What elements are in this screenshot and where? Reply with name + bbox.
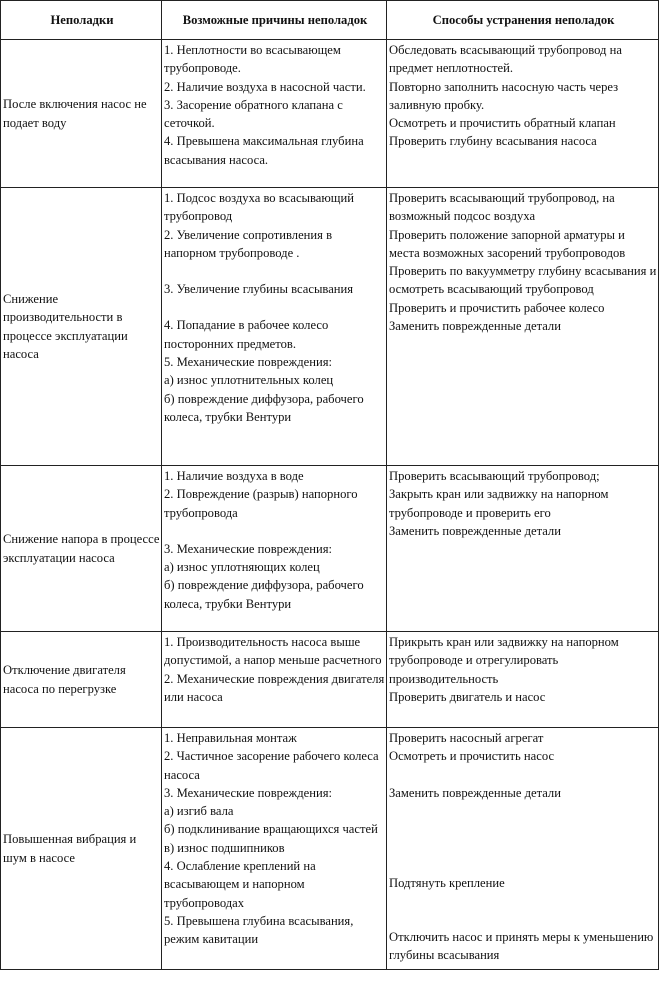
cause-item: 2. Механические повреждения двигателя или насоса [164,671,385,704]
remedy-item: Осмотреть и прочистить насос [389,749,555,764]
cause-item: 2. Частичное засорение рабочего колеса насоса [164,749,379,782]
causes-cell [162,728,387,970]
remedy-item: Проверить насосный агрегат [389,731,544,745]
remedy-item: Заменить поврежденные детали [389,319,561,334]
remedy-item: Проверить положение запорной арматуры и места возможных засорений трубопроводов [389,227,626,260]
cause-item: 5. Механические повреждения: [164,355,333,370]
cause-item: 3. Механические повреждения: [164,785,333,800]
causes-cell [162,40,387,188]
cause-item: 1. Производительность насоса выше допустимой, а напор меньше расчетного [164,635,382,668]
remedy-item: Обследовать всасывающий трубопровод на предмет неплотностей. [389,43,622,76]
causes-cell [162,188,387,466]
remedy-item: Повторно заполнить насосную часть через заливную пробку. [389,79,619,112]
remedy-item: Проверить глубину всасывания насоса [389,134,597,149]
table-row [1,188,659,466]
problem-cell: Снижение производительности в процессе эксплуатации насоса [1,188,162,466]
cause-item: а) износ уплотнительных колец [164,373,334,388]
spacer [389,892,658,910]
remedy-item: Отключить насос и принять меры к уменьшению глубины всасывания [389,930,654,963]
cause-item: 1. Наличие воздуха в воде [164,469,304,483]
remedy-item: Прикрыть кран или задвижку на напорном трубопроводе и отрегулировать производительность [389,635,619,686]
cause-item: б) подклинивание вращающихся частей [164,822,378,837]
remedy-item: Проверить всасывающий трубопровод; [389,469,600,483]
cause-item: а) изгиб вала [164,804,234,819]
spacer [389,820,658,838]
cause-item: б) повреждение диффузора, рабочего колеса, трубки Вентури [164,578,364,611]
cause-item: б) повреждение диффузора, рабочего колеса, трубки Вентури [164,391,364,424]
problem-cell: После включения насос не подает воду [1,40,162,188]
remedies-cell [387,40,659,188]
spacer [389,910,658,928]
header-problems: Неполадки [1,1,162,40]
problem-cell: Снижение напора в процессе эксплуатации насоса [1,466,162,632]
spacer [389,856,658,874]
cause-item: а) износ уплотняющих колец [164,560,320,575]
cause-item: 3. Увеличение глубины всасывания [164,282,354,297]
remedies-cell [387,188,659,466]
remedy-item: Заменить поврежденные детали [389,523,561,538]
causes-cell [162,466,387,632]
remedy-item: Закрыть кран или задвижку на напорном трубопроводе и проверить его [389,487,609,520]
spacer [164,262,386,280]
cause-item: 2. Наличие воздуха в насосной части. [164,79,366,94]
table-row [1,632,659,728]
header-row [1,1,659,40]
remedy-item: Проверить двигатель и насос [389,689,546,704]
cause-item: 2. Увеличение сопротивления в напорном трубопроводе . [164,227,333,260]
spacer [164,298,386,316]
remedy-item: Осмотреть и прочистить обратный клапан [389,116,616,131]
cause-item: 2. Повреждение (разрыв) напорного трубопровода [164,487,358,520]
remedy-item: Заменить поврежденные детали [389,785,561,800]
remedy-item: Проверить и прочистить рабочее колесо [389,300,605,315]
cause-item: 3. Засорение обратного клапана с сеточкой. [164,97,343,131]
cause-item: 1. Подсос воздуха во всасывающий трубопровод [164,191,354,224]
causes-cell [162,632,387,728]
table-row [1,728,659,970]
cause-item: 4. Превышена максимальная глубина всасывания насоса. [164,134,364,167]
problem-cell: Повышенная вибрация и шум в насосе [1,728,162,970]
spacer [389,802,658,820]
cause-item: 1. Неправильная монтаж [164,731,297,745]
header-remedies: Способы устранения неполадок [387,1,659,40]
cause-item: 4. Ослабление креплений на всасывающем и напорном трубопроводах [164,859,316,910]
cause-item: 4. Попадание в рабочее колесо посторонних предметов. [164,318,329,351]
table-row [1,40,659,188]
header-causes: Возможные причины неполадок [162,1,387,40]
remedy-item: Проверить всасывающий трубопровод, на возможный подсос воздуха [389,191,615,224]
remedies-cell [387,632,659,728]
cause-item: 1. Неплотности во всасывающем трубопроводе. [164,43,341,76]
spacer [389,838,658,856]
remedy-item: Подтянуть крепление [389,875,505,890]
spacer [389,766,658,784]
cause-item: в) износ подшипников [164,840,285,855]
spacer [164,522,386,540]
table-row [1,466,659,632]
remedies-cell [387,728,659,970]
problem-cell: Отключение двигателя насоса по перегрузке [1,632,162,728]
remedies-cell [387,466,659,632]
cause-item: 3. Механические повреждения: [164,541,333,556]
remedy-item: Проверить по вакуумметру глубину всасывания и осмотреть всасывающий трубопровод [389,264,657,297]
cause-item: 5. Превышена глубина всасывания, режим кавитации [164,913,354,947]
